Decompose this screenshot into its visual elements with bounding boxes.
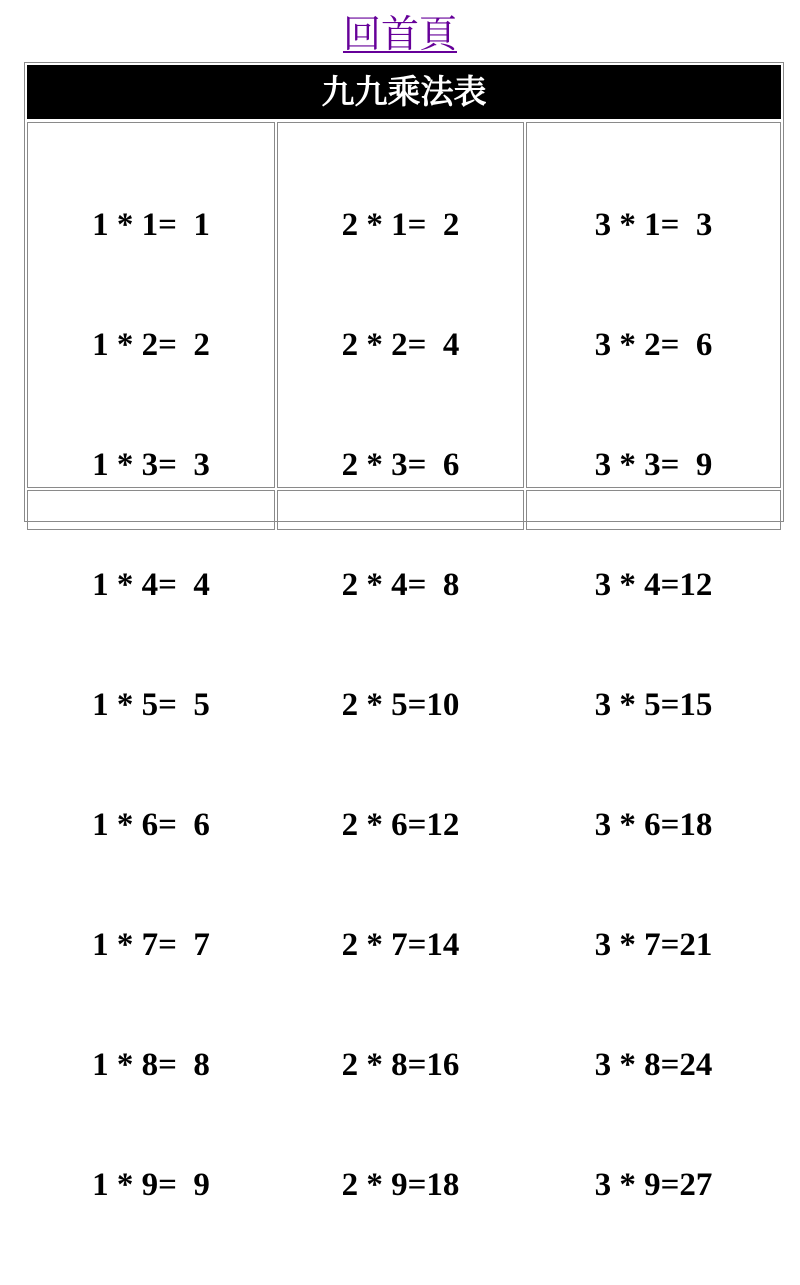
multiplication-line: 2 * 1= 2 bbox=[341, 207, 460, 243]
multiplication-line: 3 * 1= 3 bbox=[594, 207, 713, 243]
multiplication-line: 2 * 6=12 bbox=[341, 807, 460, 843]
multiplication-line: 1 * 8= 8 bbox=[92, 1047, 210, 1083]
table-cell-next-row-2 bbox=[277, 490, 524, 530]
multiplication-line: 1 * 7= 7 bbox=[92, 927, 210, 963]
multiplication-line: 1 * 4= 4 bbox=[92, 567, 210, 603]
multiplication-column-1 bbox=[28, 125, 274, 1285]
multiplication-line: 3 * 4=12 bbox=[594, 567, 713, 603]
multiplication-line: 1 * 3= 3 bbox=[92, 447, 210, 483]
multiplication-column-2 bbox=[278, 125, 523, 1285]
table-cell-column-3 bbox=[526, 122, 781, 1203]
multiplication-line: 3 * 3= 9 bbox=[594, 447, 713, 483]
table-title: 九九乘法表 bbox=[27, 65, 781, 119]
multiplication-line: 2 * 8=16 bbox=[341, 1047, 460, 1083]
table-cell-next-row-3 bbox=[526, 490, 781, 530]
multiplication-line: 2 * 9=18 bbox=[341, 1167, 460, 1203]
multiplication-line: 2 * 7=14 bbox=[341, 927, 460, 963]
home-link[interactable]: 回首頁 bbox=[342, 12, 457, 56]
multiplication-table bbox=[24, 62, 784, 1203]
multiplication-line: 1 * 2= 2 bbox=[92, 327, 210, 363]
multiplication-line: 2 * 3= 6 bbox=[341, 447, 460, 483]
multiplication-line: 1 * 6= 6 bbox=[92, 807, 210, 843]
multiplication-line: 1 * 1= 1 bbox=[92, 207, 210, 243]
multiplication-line: 3 * 9=27 bbox=[594, 1167, 713, 1203]
multiplication-line: 3 * 5=15 bbox=[594, 687, 713, 723]
table-cell-column-2 bbox=[277, 122, 524, 1203]
table-cell-column-1 bbox=[27, 122, 275, 1203]
multiplication-line: 2 * 2= 4 bbox=[341, 327, 460, 363]
multiplication-line: 1 * 5= 5 bbox=[92, 687, 210, 723]
multiplication-line: 2 * 5=10 bbox=[341, 687, 460, 723]
multiplication-line: 1 * 9= 9 bbox=[92, 1167, 210, 1203]
multiplication-line: 2 * 4= 8 bbox=[341, 567, 460, 603]
multiplication-column-3 bbox=[527, 125, 780, 1285]
multiplication-line: 3 * 2= 6 bbox=[594, 327, 713, 363]
multiplication-line: 3 * 7=21 bbox=[594, 927, 713, 963]
table-cell-next-row-1 bbox=[27, 490, 275, 530]
multiplication-line: 3 * 8=24 bbox=[594, 1047, 713, 1083]
multiplication-line: 3 * 6=18 bbox=[594, 807, 713, 843]
